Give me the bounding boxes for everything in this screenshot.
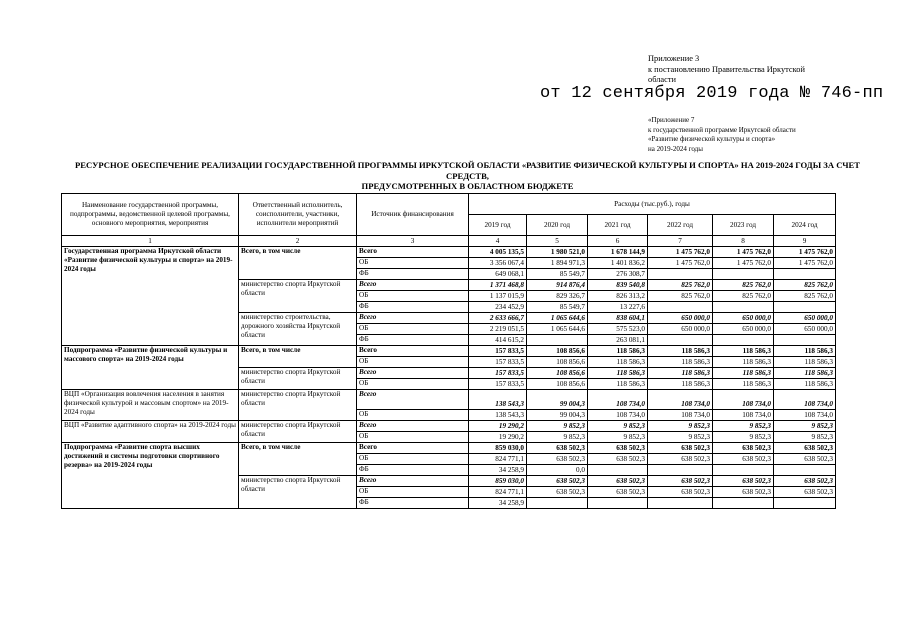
amount-cell: 914 876,4 bbox=[527, 280, 588, 291]
responsible-executor: министерство спорта Иркутской области bbox=[239, 368, 357, 390]
funding-source: ОБ bbox=[357, 258, 469, 269]
amount-cell: 2 633 666,7 bbox=[469, 313, 527, 324]
column-number: 8 bbox=[713, 236, 774, 247]
amount-cell: 118 586,3 bbox=[774, 368, 836, 379]
amount-cell: 1 475 762,0 bbox=[713, 258, 774, 269]
amount-cell: 9 852,3 bbox=[774, 432, 836, 443]
funding-source: Всего bbox=[357, 368, 469, 379]
column-number: 7 bbox=[648, 236, 713, 247]
header-year: 2024 год bbox=[774, 215, 836, 236]
amount-cell: 118 586,3 bbox=[713, 368, 774, 379]
funding-source: Всего bbox=[357, 421, 469, 432]
responsible-executor: министерство спорта Иркутской области bbox=[239, 476, 357, 509]
funding-source: ОБ bbox=[357, 379, 469, 390]
amount-cell bbox=[774, 302, 836, 313]
appendix-line-2: к постановлению Правительства Иркутской bbox=[648, 64, 805, 74]
amount-cell: 118 586,3 bbox=[774, 379, 836, 390]
responsible-executor: Всего, в том числе bbox=[239, 247, 357, 280]
amount-cell bbox=[588, 465, 648, 476]
amount-cell: 118 586,3 bbox=[648, 379, 713, 390]
amount-cell: 638 502,3 bbox=[588, 454, 648, 465]
funding-source: ФБ bbox=[357, 335, 469, 346]
amount-cell: 276 308,7 bbox=[588, 269, 648, 280]
amount-cell: 638 502,3 bbox=[774, 443, 836, 454]
funding-source: ОБ bbox=[357, 454, 469, 465]
appendix7-line-4: на 2019-2024 годы bbox=[648, 144, 703, 153]
amount-cell: 826 313,2 bbox=[588, 291, 648, 302]
column-number: 3 bbox=[357, 236, 469, 247]
resource-table bbox=[61, 193, 836, 509]
amount-cell: 825 762,0 bbox=[774, 291, 836, 302]
amount-cell: 638 502,3 bbox=[774, 454, 836, 465]
responsible-executor: министерство спорта Иркутской области bbox=[239, 390, 357, 421]
decree-date-number: от 12 сентября 2019 года № 746-пп bbox=[540, 84, 884, 103]
amount-cell bbox=[774, 269, 836, 280]
amount-cell: 859 030,0 bbox=[469, 476, 527, 487]
amount-cell: 649 068,1 bbox=[469, 269, 527, 280]
funding-source: Всего bbox=[357, 476, 469, 487]
program-name: ВЦП «Организация вовлечения населения в занятия физической культурой и массовым спортом» на 2019-2024 годы bbox=[62, 390, 239, 421]
amount-cell: 118 586,3 bbox=[713, 346, 774, 357]
amount-cell: 638 502,3 bbox=[774, 476, 836, 487]
amount-cell: 157 833,5 bbox=[469, 379, 527, 390]
document-title bbox=[60, 160, 875, 192]
funding-source: ОБ bbox=[357, 291, 469, 302]
amount-cell: 9 852,3 bbox=[527, 432, 588, 443]
appendix7-line-2: к государственной программе Иркутской области bbox=[648, 125, 796, 134]
amount-cell: 1 475 762,0 bbox=[648, 247, 713, 258]
appendix-line-3: области bbox=[648, 75, 676, 84]
header-source-column: Источник финансирования bbox=[357, 194, 469, 236]
column-number: 1 bbox=[62, 236, 239, 247]
amount-cell: 575 523,0 bbox=[588, 324, 648, 335]
table-row bbox=[62, 247, 836, 258]
table-row bbox=[62, 421, 836, 432]
amount-cell: 1 065 644,6 bbox=[527, 313, 588, 324]
amount-cell bbox=[774, 335, 836, 346]
amount-cell: 9 852,3 bbox=[527, 421, 588, 432]
responsible-executor: министерство строительства, дорожного хозяйства Иркутской области bbox=[239, 313, 357, 346]
amount-cell: 1 475 762,0 bbox=[774, 258, 836, 269]
amount-cell: 108 734,0 bbox=[713, 390, 774, 410]
amount-cell bbox=[648, 498, 713, 509]
amount-cell: 1 065 644,6 bbox=[527, 324, 588, 335]
amount-cell bbox=[713, 465, 774, 476]
amount-cell: 234 452,9 bbox=[469, 302, 527, 313]
header-year: 2022 год bbox=[648, 215, 713, 236]
amount-cell: 0,0 bbox=[527, 465, 588, 476]
funding-source: Всего bbox=[357, 313, 469, 324]
funding-source: ОБ bbox=[357, 410, 469, 421]
amount-cell: 157 833,5 bbox=[469, 346, 527, 357]
responsible-executor: министерство спорта Иркутской области bbox=[239, 421, 357, 443]
amount-cell: 118 586,3 bbox=[774, 346, 836, 357]
amount-cell: 108 856,6 bbox=[527, 368, 588, 379]
header-year: 2020 год bbox=[527, 215, 588, 236]
amount-cell: 34 258,9 bbox=[469, 465, 527, 476]
table-row bbox=[62, 390, 836, 410]
amount-cell: 825 762,0 bbox=[774, 280, 836, 291]
header-year: 2021 год bbox=[588, 215, 648, 236]
amount-cell: 1 371 468,8 bbox=[469, 280, 527, 291]
amount-cell: 650 000,0 bbox=[713, 324, 774, 335]
amount-cell: 638 502,3 bbox=[648, 476, 713, 487]
amount-cell: 263 081,1 bbox=[588, 335, 648, 346]
amount-cell: 1 137 015,9 bbox=[469, 291, 527, 302]
amount-cell: 118 586,3 bbox=[648, 357, 713, 368]
amount-cell: 650 000,0 bbox=[774, 324, 836, 335]
amount-cell: 108 856,6 bbox=[527, 379, 588, 390]
amount-cell: 638 502,3 bbox=[648, 487, 713, 498]
amount-cell: 118 586,3 bbox=[713, 379, 774, 390]
amount-cell: 9 852,3 bbox=[713, 421, 774, 432]
amount-cell: 650 000,0 bbox=[774, 313, 836, 324]
amount-cell bbox=[774, 498, 836, 509]
amount-cell: 638 502,3 bbox=[713, 443, 774, 454]
amount-cell: 829 326,7 bbox=[527, 291, 588, 302]
program-name: ВЦП «Развитие адаптивного спорта» на 2019-2024 годы bbox=[62, 421, 239, 443]
amount-cell: 1 980 521,0 bbox=[527, 247, 588, 258]
amount-cell: 157 833,5 bbox=[469, 368, 527, 379]
amount-cell: 2 219 051,5 bbox=[469, 324, 527, 335]
funding-source: ОБ bbox=[357, 357, 469, 368]
amount-cell: 9 852,3 bbox=[774, 421, 836, 432]
amount-cell: 3 356 067,4 bbox=[469, 258, 527, 269]
column-number: 6 bbox=[588, 236, 648, 247]
amount-cell: 638 502,3 bbox=[527, 487, 588, 498]
amount-cell: 9 852,3 bbox=[588, 421, 648, 432]
amount-cell: 118 586,3 bbox=[588, 379, 648, 390]
amount-cell: 824 771,1 bbox=[469, 487, 527, 498]
funding-source: ОБ bbox=[357, 324, 469, 335]
amount-cell bbox=[648, 335, 713, 346]
funding-source: Всего bbox=[357, 280, 469, 291]
amount-cell: 118 586,3 bbox=[774, 357, 836, 368]
amount-cell: 118 586,3 bbox=[588, 368, 648, 379]
amount-cell: 638 502,3 bbox=[588, 487, 648, 498]
amount-cell bbox=[588, 498, 648, 509]
amount-cell: 839 540,8 bbox=[588, 280, 648, 291]
program-name: Подпрограмма «Развитие спорта высших достижений и системы подготовки спортивного резерва» на 2019-2024 годы bbox=[62, 443, 239, 509]
appendix7-line-1: «Приложение 7 bbox=[648, 116, 695, 124]
amount-cell: 9 852,3 bbox=[713, 432, 774, 443]
title-line-1: РЕСУРСНОЕ ОБЕСПЕЧЕНИЕ РЕАЛИЗАЦИИ ГОСУДАРСТВЕННОЙ ПРОГРАММЫ ИРКУТСКОЙ ОБЛАСТИ «РАЗВИТИЕ ФИЗИЧЕСКОЙ КУЛЬТУРЫ И СПОРТА» НА 2019-2024 ГОДЫ ЗА СЧЕТ СРЕДСТВ, bbox=[75, 160, 860, 181]
amount-cell: 414 615,2 bbox=[469, 335, 527, 346]
amount-cell: 638 502,3 bbox=[527, 443, 588, 454]
amount-cell: 638 502,3 bbox=[588, 476, 648, 487]
funding-source: ФБ bbox=[357, 498, 469, 509]
amount-cell bbox=[527, 498, 588, 509]
amount-cell: 838 604,1 bbox=[588, 313, 648, 324]
amount-cell: 85 549,7 bbox=[527, 269, 588, 280]
appendix7-header bbox=[648, 116, 868, 154]
amount-cell bbox=[648, 465, 713, 476]
funding-source: Всего bbox=[357, 346, 469, 357]
column-number: 2 bbox=[239, 236, 357, 247]
appendix7-line-3: «Развитие физической культуры и спорта» bbox=[648, 135, 776, 144]
amount-cell: 638 502,3 bbox=[648, 454, 713, 465]
amount-cell: 1 475 762,0 bbox=[648, 258, 713, 269]
column-number: 5 bbox=[527, 236, 588, 247]
amount-cell bbox=[713, 269, 774, 280]
amount-cell: 108 856,6 bbox=[527, 357, 588, 368]
funding-source: ФБ bbox=[357, 465, 469, 476]
amount-cell: 118 586,3 bbox=[648, 368, 713, 379]
amount-cell: 825 762,0 bbox=[713, 280, 774, 291]
amount-cell: 1 678 144,9 bbox=[588, 247, 648, 258]
amount-cell: 99 004,3 bbox=[527, 390, 588, 410]
amount-cell: 138 543,3 bbox=[469, 410, 527, 421]
amount-cell: 825 762,0 bbox=[648, 280, 713, 291]
table-row bbox=[62, 443, 836, 454]
amount-cell: 99 004,3 bbox=[527, 410, 588, 421]
amount-cell: 108 734,0 bbox=[774, 390, 836, 410]
amount-cell: 118 586,3 bbox=[648, 346, 713, 357]
amount-cell: 824 771,1 bbox=[469, 454, 527, 465]
amount-cell: 9 852,3 bbox=[648, 432, 713, 443]
amount-cell: 19 290,2 bbox=[469, 432, 527, 443]
amount-cell bbox=[713, 302, 774, 313]
amount-cell: 13 227,6 bbox=[588, 302, 648, 313]
amount-cell: 1 475 762,0 bbox=[713, 247, 774, 258]
header-responsible-column: Ответственный исполнитель, соисполнители, участники, исполнители мероприятий bbox=[239, 194, 357, 236]
amount-cell bbox=[774, 465, 836, 476]
amount-cell: 650 000,0 bbox=[648, 313, 713, 324]
funding-source: Всего bbox=[357, 247, 469, 258]
amount-cell bbox=[713, 335, 774, 346]
funding-source: ОБ bbox=[357, 432, 469, 443]
funding-source: Всего bbox=[357, 443, 469, 454]
amount-cell: 638 502,3 bbox=[713, 487, 774, 498]
amount-cell: 638 502,3 bbox=[774, 487, 836, 498]
amount-cell: 638 502,3 bbox=[648, 443, 713, 454]
amount-cell bbox=[713, 498, 774, 509]
amount-cell: 108 856,6 bbox=[527, 346, 588, 357]
responsible-executor: Всего, в том числе bbox=[239, 346, 357, 368]
amount-cell: 108 734,0 bbox=[648, 410, 713, 421]
appendix-header bbox=[648, 54, 888, 86]
funding-source: ОБ bbox=[357, 487, 469, 498]
column-number: 4 bbox=[469, 236, 527, 247]
amount-cell: 157 833,5 bbox=[469, 357, 527, 368]
amount-cell: 638 502,3 bbox=[713, 454, 774, 465]
amount-cell: 1 401 836,2 bbox=[588, 258, 648, 269]
amount-cell: 4 005 135,5 bbox=[469, 247, 527, 258]
amount-cell: 1 475 762,0 bbox=[774, 247, 836, 258]
funding-source: ФБ bbox=[357, 269, 469, 280]
header-name-column: Наименование государственной программы, подпрограммы, ведомственной целевой программы, основного мероприятия, мероприятия bbox=[62, 194, 239, 236]
program-name: Подпрограмма «Развитие физической культуры и массового спорта» на 2019-2024 годы bbox=[62, 346, 239, 390]
responsible-executor: министерство спорта Иркутской области bbox=[239, 280, 357, 313]
amount-cell: 638 502,3 bbox=[527, 454, 588, 465]
responsible-executor: Всего, в том числе bbox=[239, 443, 357, 476]
appendix-line-1: Приложение 3 bbox=[648, 54, 700, 63]
amount-cell: 34 258,9 bbox=[469, 498, 527, 509]
amount-cell: 85 549,7 bbox=[527, 302, 588, 313]
amount-cell: 859 030,0 bbox=[469, 443, 527, 454]
amount-cell: 19 290,2 bbox=[469, 421, 527, 432]
header-expenses: Расходы (тыс.руб.), годы bbox=[469, 194, 836, 215]
amount-cell: 118 586,3 bbox=[588, 346, 648, 357]
title-line-2: ПРЕДУСМОТРЕННЫХ В ОБЛАСТНОМ БЮДЖЕТЕ bbox=[361, 181, 574, 191]
amount-cell: 118 586,3 bbox=[588, 357, 648, 368]
amount-cell: 9 852,3 bbox=[588, 432, 648, 443]
amount-cell: 9 852,3 bbox=[648, 421, 713, 432]
amount-cell: 650 000,0 bbox=[648, 324, 713, 335]
amount-cell: 638 502,3 bbox=[713, 476, 774, 487]
amount-cell: 108 734,0 bbox=[774, 410, 836, 421]
amount-cell: 118 586,3 bbox=[713, 357, 774, 368]
amount-cell: 638 502,3 bbox=[527, 476, 588, 487]
table-row bbox=[62, 346, 836, 357]
amount-cell bbox=[527, 335, 588, 346]
amount-cell: 108 734,0 bbox=[588, 390, 648, 410]
amount-cell: 650 000,0 bbox=[713, 313, 774, 324]
program-name: Государственная программа Иркутской области «Развитие физической культуры и спорта» на 2019-2024 годы bbox=[62, 247, 239, 346]
header-year: 2023 год bbox=[713, 215, 774, 236]
funding-source: ФБ bbox=[357, 302, 469, 313]
amount-cell: 138 543,3 bbox=[469, 390, 527, 410]
amount-cell: 825 762,0 bbox=[713, 291, 774, 302]
amount-cell bbox=[648, 269, 713, 280]
header-year: 2019 год bbox=[469, 215, 527, 236]
amount-cell: 108 734,0 bbox=[713, 410, 774, 421]
funding-source: Всего bbox=[357, 390, 469, 410]
amount-cell: 1 894 971,3 bbox=[527, 258, 588, 269]
amount-cell: 638 502,3 bbox=[588, 443, 648, 454]
amount-cell: 108 734,0 bbox=[588, 410, 648, 421]
amount-cell: 825 762,0 bbox=[648, 291, 713, 302]
amount-cell bbox=[648, 302, 713, 313]
amount-cell: 108 734,0 bbox=[648, 390, 713, 410]
column-number: 9 bbox=[774, 236, 836, 247]
